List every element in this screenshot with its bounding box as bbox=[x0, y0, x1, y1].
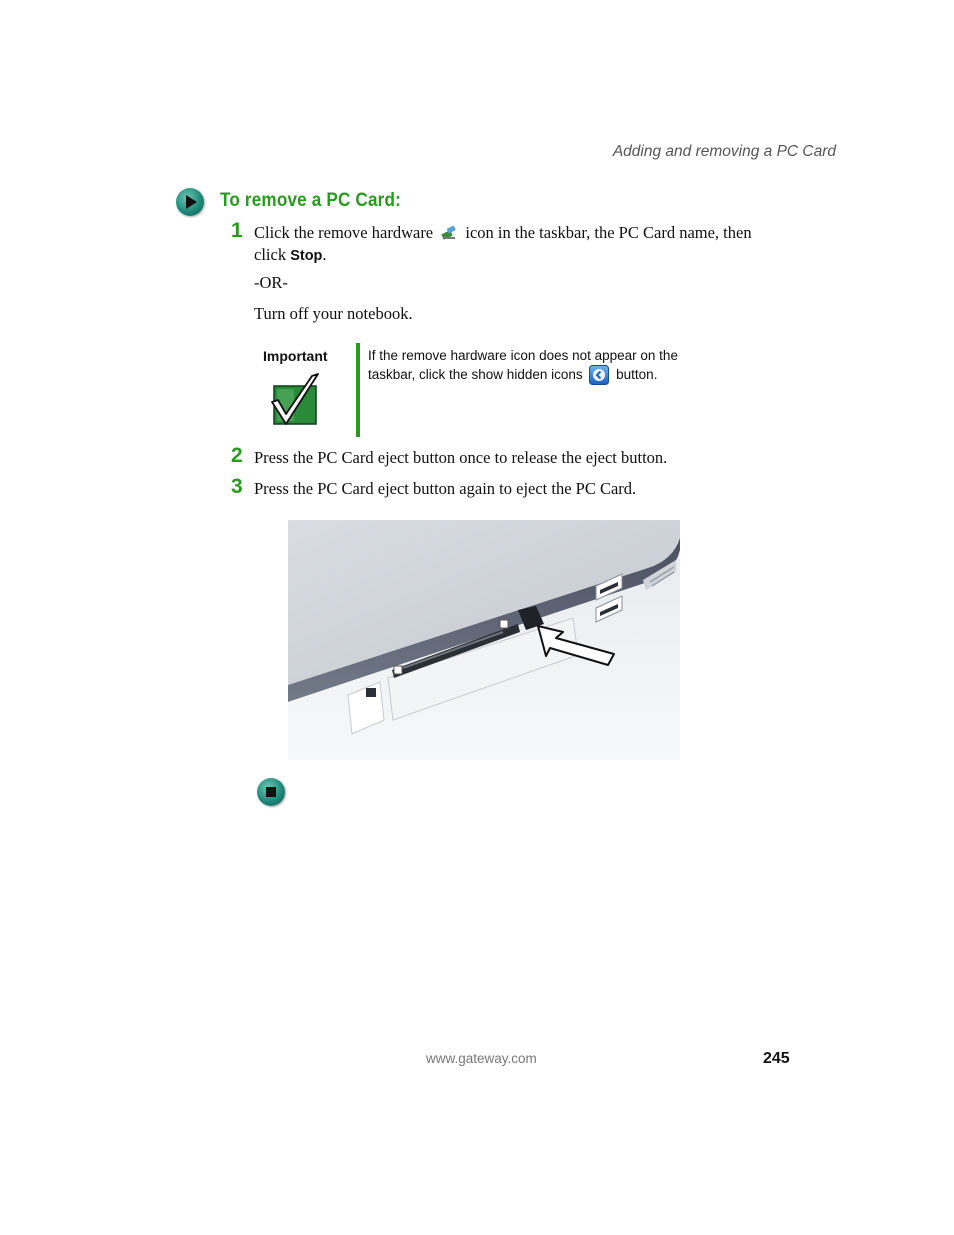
step-1-alternative: Turn off your notebook. bbox=[254, 304, 413, 323]
step-number-1: 1 bbox=[231, 219, 243, 242]
page-number: 245 bbox=[763, 1050, 790, 1067]
remove-hardware-icon bbox=[440, 225, 458, 245]
stop-label: Stop bbox=[290, 248, 323, 264]
or-separator: -OR- bbox=[254, 273, 288, 292]
note-line-1: If the remove hardware icon does not appear on the bbox=[368, 348, 678, 363]
step-number-3: 3 bbox=[231, 475, 243, 498]
step-1-text-after: icon in the taskbar, the PC Card name, then bbox=[465, 223, 752, 242]
notebook-pc-card-photo bbox=[288, 520, 680, 760]
important-label: Important bbox=[263, 348, 328, 364]
step-1-text-before: Click the remove hardware bbox=[254, 223, 434, 242]
step-1-line-2 bbox=[254, 245, 814, 266]
note-divider bbox=[356, 343, 360, 437]
note-line-2 bbox=[368, 365, 713, 390]
step-2-text: Press the PC Card eject button once to release the eject button. bbox=[254, 448, 668, 467]
important-note-text bbox=[368, 347, 713, 390]
step-1-line-1 bbox=[254, 223, 814, 245]
note-line-2-before: taskbar, click the show hidden icons bbox=[368, 367, 583, 382]
step-1-line2-prefix: click bbox=[254, 245, 287, 264]
checkmark-icon bbox=[268, 372, 322, 435]
procedure-arrow-icon bbox=[176, 188, 204, 216]
running-header: Adding and removing a PC Card bbox=[612, 143, 836, 160]
note-line-2-after: button. bbox=[616, 367, 658, 382]
step-3-text: Press the PC Card eject button again to eject the PC Card. bbox=[254, 479, 637, 498]
show-hidden-icons-icon bbox=[589, 365, 609, 390]
step-number-2: 2 bbox=[231, 444, 243, 467]
procedure-title: To remove a PC Card: bbox=[220, 190, 401, 211]
step-1-text bbox=[254, 223, 814, 266]
procedure-end-icon bbox=[257, 778, 285, 806]
footer-url: www.gateway.com bbox=[426, 1051, 537, 1066]
step-1-line2-suffix: . bbox=[322, 245, 327, 264]
